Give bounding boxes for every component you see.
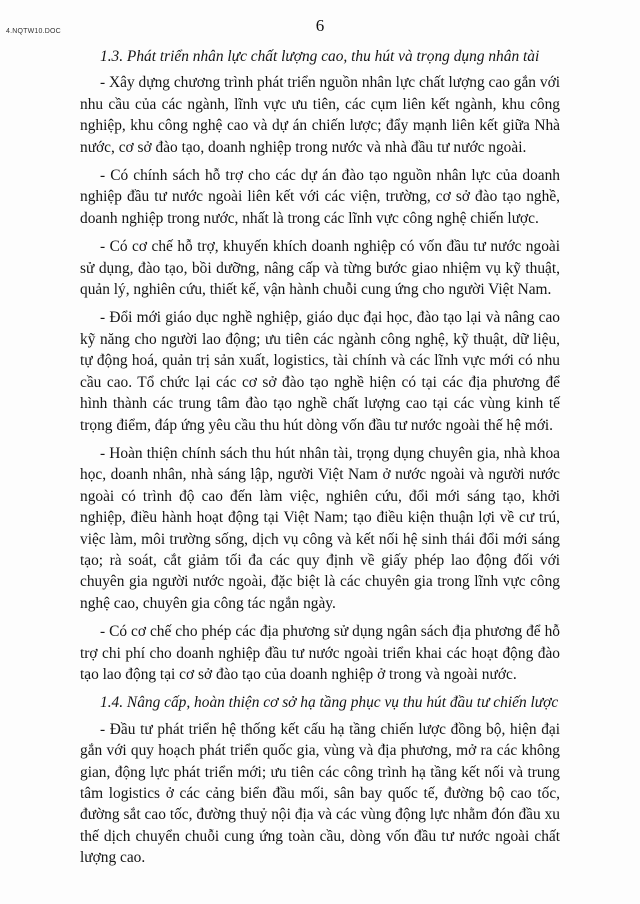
document-code: 4.NQTW10.DOC	[6, 28, 61, 35]
section-heading-1-3: 1.3. Phát triển nhân lực chất lượng cao, thu hút và trọng dụng nhân tài	[100, 48, 540, 65]
paragraph: - Xây dựng chương trình phát triển nguồn nhân lực chất lượng cao gắn với nhu cầu của các ngành, lĩnh vực ưu tiên, các cụm liên kết ngành, khu công nghiệp, khu công nghệ cao và dự án chiến lược; đẩy mạnh liên kết giữa Nhà nước, cơ sở đào tạo, doanh nghiệp trong nước và nhà đầu tư nước ngoài.	[80, 74, 560, 156]
paragraph: - Có cơ chế hỗ trợ, khuyến khích doanh nghiệp có vốn đầu tư nước ngoài sử dụng, đào tạo, bồi dưỡng, nâng cấp và từng bước giao nhiệm vụ kỹ thuật, quản lý, nghiên cứu, thiết kế, vận hành chuỗi cung ứng cho người Việt Nam.	[80, 238, 560, 299]
paragraph: - Hoàn thiện chính sách thu hút nhân tài, trọng dụng chuyên gia, nhà khoa học, doanh nhân, nhà sáng lập, người Việt Nam ở nước ngoài và người nước ngoài có trình độ cao đến làm việc, nghiên cứu, đổi mới sáng tạo, khởi nghiệp, điều hành hoạt động tại Việt Nam; tạo điều kiện thuận lợi về cư trú, việc làm, môi trường sống, dịch vụ công và kết nối hệ sinh thái đổi mới sáng tạo; rà soát, cắt giảm tối đa các quy định về giấy phép lao động đối với chuyên gia người nước ngoài, đặc biệt là các chuyên gia trong lĩnh vực công nghệ cao, chuyên gia công tác ngắn ngày.	[80, 444, 560, 612]
paragraph: - Có chính sách hỗ trợ cho các dự án đào tạo nguồn nhân lực của doanh nghiệp đầu tư nước ngoài liên kết với các viện, trường, cơ sở đào tạo nghề, doanh nghiệp trong nước, nhất là trong các lĩnh vực công nghệ chiến lược.	[80, 167, 560, 227]
paragraph: - Đổi mới giáo dục nghề nghiệp, giáo dục đại học, đào tạo lại và nâng cao kỹ năng cho người lao động; ưu tiên các ngành công nghệ, kỹ thuật, dữ liệu, tự động hoá, quản trị sản xuất, logistics, tài chính và các lĩnh vực mới có nhu cầu cao. Tổ chức lại các cơ sở đào tạo nghề hiện có tại các địa phương để hình thành các trung tâm đào tạo nghề chất lượng cao tại các vùng kinh tế trọng điểm, đáp ứng yêu cầu thu hút dòng vốn đầu tư nước ngoài thế hệ mới.	[80, 309, 560, 434]
paragraph: - Có cơ chế cho phép các địa phương sử dụng ngân sách địa phương để hỗ trợ chi phí cho doanh nghiệp đầu tư nước ngoài triển khai các hoạt động đào tạo lao động tại cơ sở đào tạo của doanh nghiệp ở trong và ngoài nước.	[80, 623, 560, 683]
paragraph: - Đầu tư phát triển hệ thống kết cấu hạ tầng chiến lược đồng bộ, hiện đại gắn với quy hoạch phát triển quốc gia, vùng và địa phương, mở ra các không gian, động lực phát triển mới; ưu tiên các công trình hạ tầng kết nối và trung tâm logistics ở các cảng biển đầu mối, sân bay quốc tế, đường bộ cao tốc, đường sắt cao tốc, đường thuỷ nội địa và các vùng động lực nhằm đón đầu xu thế dịch chuyển chuỗi cung ứng toàn cầu, dòng vốn đầu tư nước ngoài chất lượng cao.	[80, 720, 560, 867]
page-number: 6	[315, 16, 325, 35]
section-heading-1-4: 1.4. Nâng cấp, hoàn thiện cơ sở hạ tầng phục vụ thu hút đầu tư chiến lược	[100, 694, 559, 712]
document-body	[80, 46, 560, 876]
